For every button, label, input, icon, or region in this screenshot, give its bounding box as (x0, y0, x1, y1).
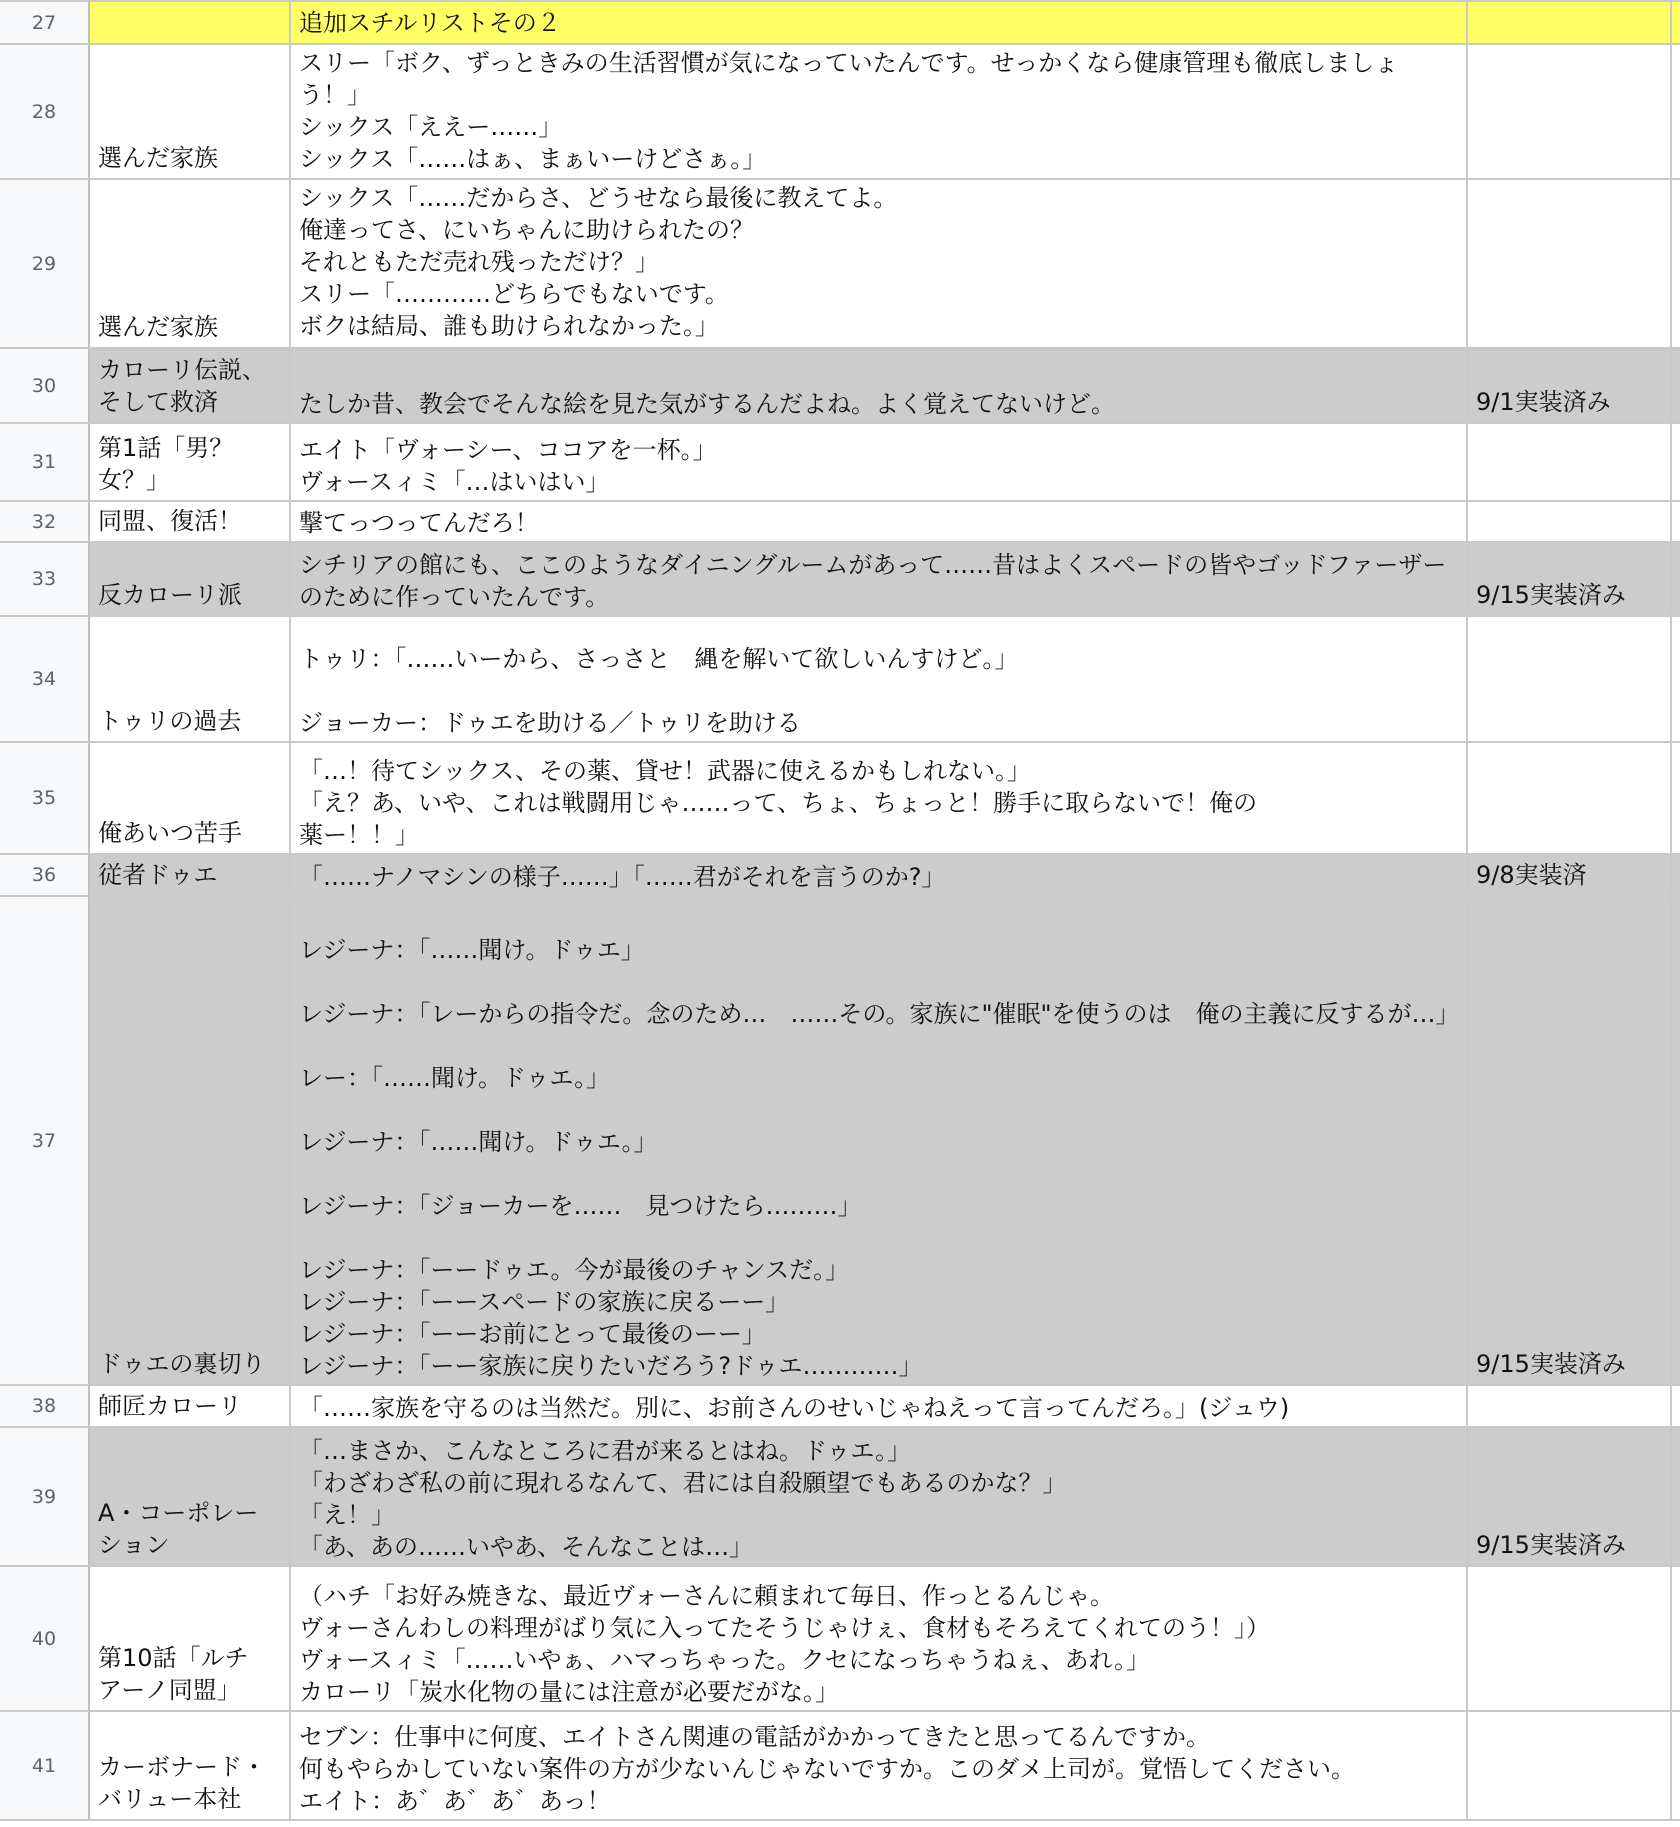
table-row (0, 743, 1680, 855)
dialogue-text: レジーナ：「……聞け。ドゥエ」 レジーナ：「レーからの指令だ。念のため… ……その。家族に"催眠"を使うのは 俺の主義に反するが…」 レー：「……聞け。ドゥエ。」 レジーナ：「……聞け。ドゥエ。」 レジーナ：「ジョーカーを…… 見つけたら………」 レジーナ：「ーードゥエ。今が最後のチャンスだ。」 レジーナ：「ーースペードの家族に戻るーー」 レジーナ：「ーーお前にとって最後のーー」 レジーナ：「ーー家族に戻りたいだろう?ドゥエ…………」 (299, 936, 1460, 1380)
row-header[interactable]: 34 (0, 617, 90, 741)
row-header[interactable]: 31 (0, 424, 90, 500)
cell-status[interactable] (1468, 2, 1672, 43)
cell-status[interactable] (1468, 502, 1672, 541)
row-header[interactable]: 38 (0, 1386, 90, 1426)
dialogue-text: 「…！待てシックス、その薬、貸せ！武器に使えるかもしれない。」 「え？あ、いや、これは戦闘用じゃ……って、ちょ、ちょっと！勝手に取らないで！俺の 薬ー！！」 (299, 757, 1258, 849)
cell-status[interactable] (1468, 45, 1672, 178)
cell-status[interactable] (1468, 855, 1672, 895)
row-header[interactable]: 29 (0, 180, 90, 347)
cell-dialogue[interactable]: シックス「……だからさ、どうせなら最後に教えてよ。 俺達ってさ、にいちゃんに助けられたの？ それともただ売れ残っただけ？」 スリー「…………どちらでもないです。 ボクは結局、誰も助けられなかった。」 (291, 180, 1468, 347)
dialogue-text: トゥリ：「……いーから、さっさと 縄を解いて欲しいんすけど。」 ジョーカー：ドゥエを助ける／トゥリを助ける (299, 645, 1019, 737)
cell-empty[interactable] (1672, 349, 1680, 422)
dialogue-text: 撃てっつってんだろ！ (299, 509, 539, 537)
cell-status[interactable] (1468, 180, 1672, 347)
cell-empty[interactable] (1672, 45, 1680, 178)
cell-empty[interactable] (1672, 1428, 1680, 1565)
row-header[interactable]: 33 (0, 543, 90, 615)
cell-dialogue[interactable] (291, 855, 1468, 895)
chapter-text: 選んだ家族 (98, 144, 218, 172)
cell-chapter[interactable] (90, 617, 291, 741)
cell-chapter[interactable] (90, 180, 291, 347)
cell-chapter[interactable] (90, 743, 291, 853)
cell-chapter[interactable] (90, 855, 291, 895)
table-row (0, 1386, 1680, 1428)
row-header[interactable]: 32 (0, 502, 90, 541)
cell-dialogue[interactable]: スリー「ボク、ずっときみの生活習慣が気になっていたんです。せっかくなら健康管理も徹底しましょう！」 シックス「ええー……」 シックス「……はぁ、まぁいーけどさぁ。」 (291, 45, 1468, 178)
cell-empty[interactable] (1672, 617, 1680, 741)
cell-chapter[interactable] (90, 502, 291, 541)
status-text: 9/8実装済 (1476, 861, 1587, 889)
cell-dialogue[interactable] (291, 502, 1468, 541)
cell-chapter[interactable] (90, 45, 291, 178)
cell-chapter[interactable] (90, 1428, 291, 1565)
cell-chapter[interactable] (90, 424, 291, 500)
cell-dialogue[interactable] (291, 349, 1468, 422)
cell-dialogue[interactable] (291, 1386, 1468, 1426)
row-header[interactable]: 36 (0, 855, 90, 895)
cell-empty[interactable] (1672, 543, 1680, 615)
cell-chapter[interactable] (90, 2, 291, 43)
status-text: 9/15実装済み (1476, 581, 1626, 609)
cell-status[interactable] (1468, 1386, 1672, 1426)
row-header[interactable]: 40 (0, 1567, 90, 1710)
chapter-text: 俺あいつ苦手 (98, 819, 242, 847)
section-title: 追加スチルリストその２ (299, 8, 561, 37)
chapter-text: 同盟、復活！ (98, 507, 242, 535)
dialogue-text: 「…まさか、こんなところに君が来るとはね。ドゥエ。」 「わざわざ私の前に現れるなんて、君には自殺願望でもあるのかな？」 「え！」 「あ、あの……いやあ、そんなことは…」 (299, 1437, 1067, 1561)
cell-chapter[interactable] (90, 349, 291, 422)
row-header[interactable]: 30 (0, 349, 90, 422)
cell-empty[interactable] (1672, 743, 1680, 853)
table-row (0, 1712, 1680, 1821)
cell-dialogue[interactable] (291, 1712, 1468, 1819)
row-header[interactable]: 39 (0, 1428, 90, 1565)
table-row (0, 1428, 1680, 1567)
dialogue-text: セブン：仕事中に何度、エイトさん関連の電話がかかってきたと思ってるんですか。 何もやらかしていない案件の方が少ないんじゃないですか。このダメ上司が。覚悟してください。 エイト：あ゛あ゛あ゛あっ！ (299, 1723, 1355, 1815)
cell-empty[interactable] (1672, 1567, 1680, 1710)
table-row (0, 617, 1680, 743)
table-row (0, 180, 1680, 349)
chapter-text: 第1話「男？ 女？」 (98, 434, 234, 494)
cell-empty[interactable] (1672, 855, 1680, 895)
dialogue-text: たしか昔、教会でそんな絵を見た気がするんだよね。よく覚えてないけど。 (299, 390, 1115, 418)
cell-empty[interactable] (1672, 424, 1680, 500)
status-text: 9/15実装済み (1476, 1350, 1626, 1378)
cell-dialogue[interactable] (291, 543, 1468, 615)
dialogue-text: エイト「ヴォーシー、ココアを一杯。」 ヴォースィミ「…はいはい」 (299, 436, 717, 496)
cell-dialogue[interactable] (291, 617, 1468, 741)
cell-status[interactable] (1468, 349, 1672, 422)
cell-status[interactable] (1468, 743, 1672, 853)
table-row (0, 424, 1680, 502)
cell-chapter[interactable] (90, 897, 291, 1384)
status-text: 9/15実装済み (1476, 1531, 1626, 1559)
cell-dialogue[interactable] (291, 1428, 1468, 1565)
cell-status[interactable] (1468, 1567, 1672, 1710)
cell-status[interactable] (1468, 424, 1672, 500)
chapter-text: 師匠カローリ (98, 1392, 242, 1420)
cell-dialogue[interactable] (291, 1567, 1468, 1710)
row-header[interactable]: 35 (0, 743, 90, 853)
cell-dialogue[interactable] (291, 897, 1468, 1384)
cell-status[interactable] (1468, 543, 1672, 615)
cell-chapter[interactable] (90, 1386, 291, 1426)
cell-status[interactable] (1468, 1428, 1672, 1565)
cell-empty[interactable] (1672, 180, 1680, 347)
cell-empty[interactable] (1672, 897, 1680, 1384)
chapter-text: A・コーポレー ション (98, 1499, 259, 1559)
chapter-text: 選んだ家族 (98, 313, 218, 341)
table-row (0, 855, 1680, 897)
table-row (0, 1567, 1680, 1712)
cell-dialogue[interactable] (291, 2, 1468, 43)
cell-dialogue[interactable] (291, 743, 1468, 853)
cell-status[interactable] (1468, 1712, 1672, 1819)
cell-empty[interactable] (1672, 2, 1680, 43)
chapter-text: 反カローリ派 (98, 581, 242, 609)
chapter-text: カーボナード・ バリュー本社 (98, 1753, 266, 1813)
cell-chapter[interactable] (90, 1712, 291, 1819)
table-row (0, 45, 1680, 180)
cell-empty[interactable] (1672, 502, 1680, 541)
row-header[interactable]: 28 (0, 45, 90, 178)
cell-dialogue[interactable] (291, 424, 1468, 500)
dialogue-text: 「……ナノマシンの様子……」「……君がそれを言うのか?」 (299, 863, 946, 891)
cell-status[interactable] (1468, 897, 1672, 1384)
table-row (0, 0, 1680, 45)
cell-chapter[interactable] (90, 1567, 291, 1710)
cell-chapter[interactable] (90, 543, 291, 615)
row-header[interactable]: 37 (0, 897, 90, 1384)
status-text: 9/1実装済み (1476, 388, 1611, 416)
cell-status[interactable] (1468, 617, 1672, 741)
dialogue-text: 「……家族を守るのは当然だ。別に、お前さんのせいじゃねえって言ってんだろ。」(ジュウ) (299, 1394, 1290, 1422)
chapter-text: トゥリの過去 (98, 707, 242, 735)
chapter-text: 第10話「ルチ アーノ同盟」 (98, 1644, 249, 1704)
chapter-text: カローリ伝説、 そして救済 (98, 356, 266, 416)
cell-empty[interactable] (1672, 1386, 1680, 1426)
table-row (0, 897, 1680, 1386)
table-row (0, 502, 1680, 543)
cell-empty[interactable] (1672, 1712, 1680, 1819)
dialogue-text: （ハチ「お好み焼きな、最近ヴォーさんに頼まれて毎日、作っとるんじゃ。 ヴォーさんわしの料理がばり気に入ってたそうじゃけぇ、食材もそろえてくれてのう！」） ヴォースィミ「……いやぁ、ハマっちゃった。クセになっちゃうねぇ、あれ。」 カローリ「炭水化物の量には注意が必要だがな。」 (299, 1582, 1271, 1706)
chapter-text: ドゥエの裏切り (98, 1350, 266, 1378)
row-header[interactable]: 41 (0, 1712, 90, 1819)
chapter-text: 従者ドゥエ (98, 861, 218, 889)
table-row (0, 349, 1680, 424)
table-row (0, 543, 1680, 617)
dialogue-text: シチリアの館にも、ここのようなダイニングルームがあって……昔はよくスペードの皆やゴッドファーザーのために作っていたんです。 (299, 551, 1447, 611)
row-header[interactable]: 27 (0, 2, 90, 43)
